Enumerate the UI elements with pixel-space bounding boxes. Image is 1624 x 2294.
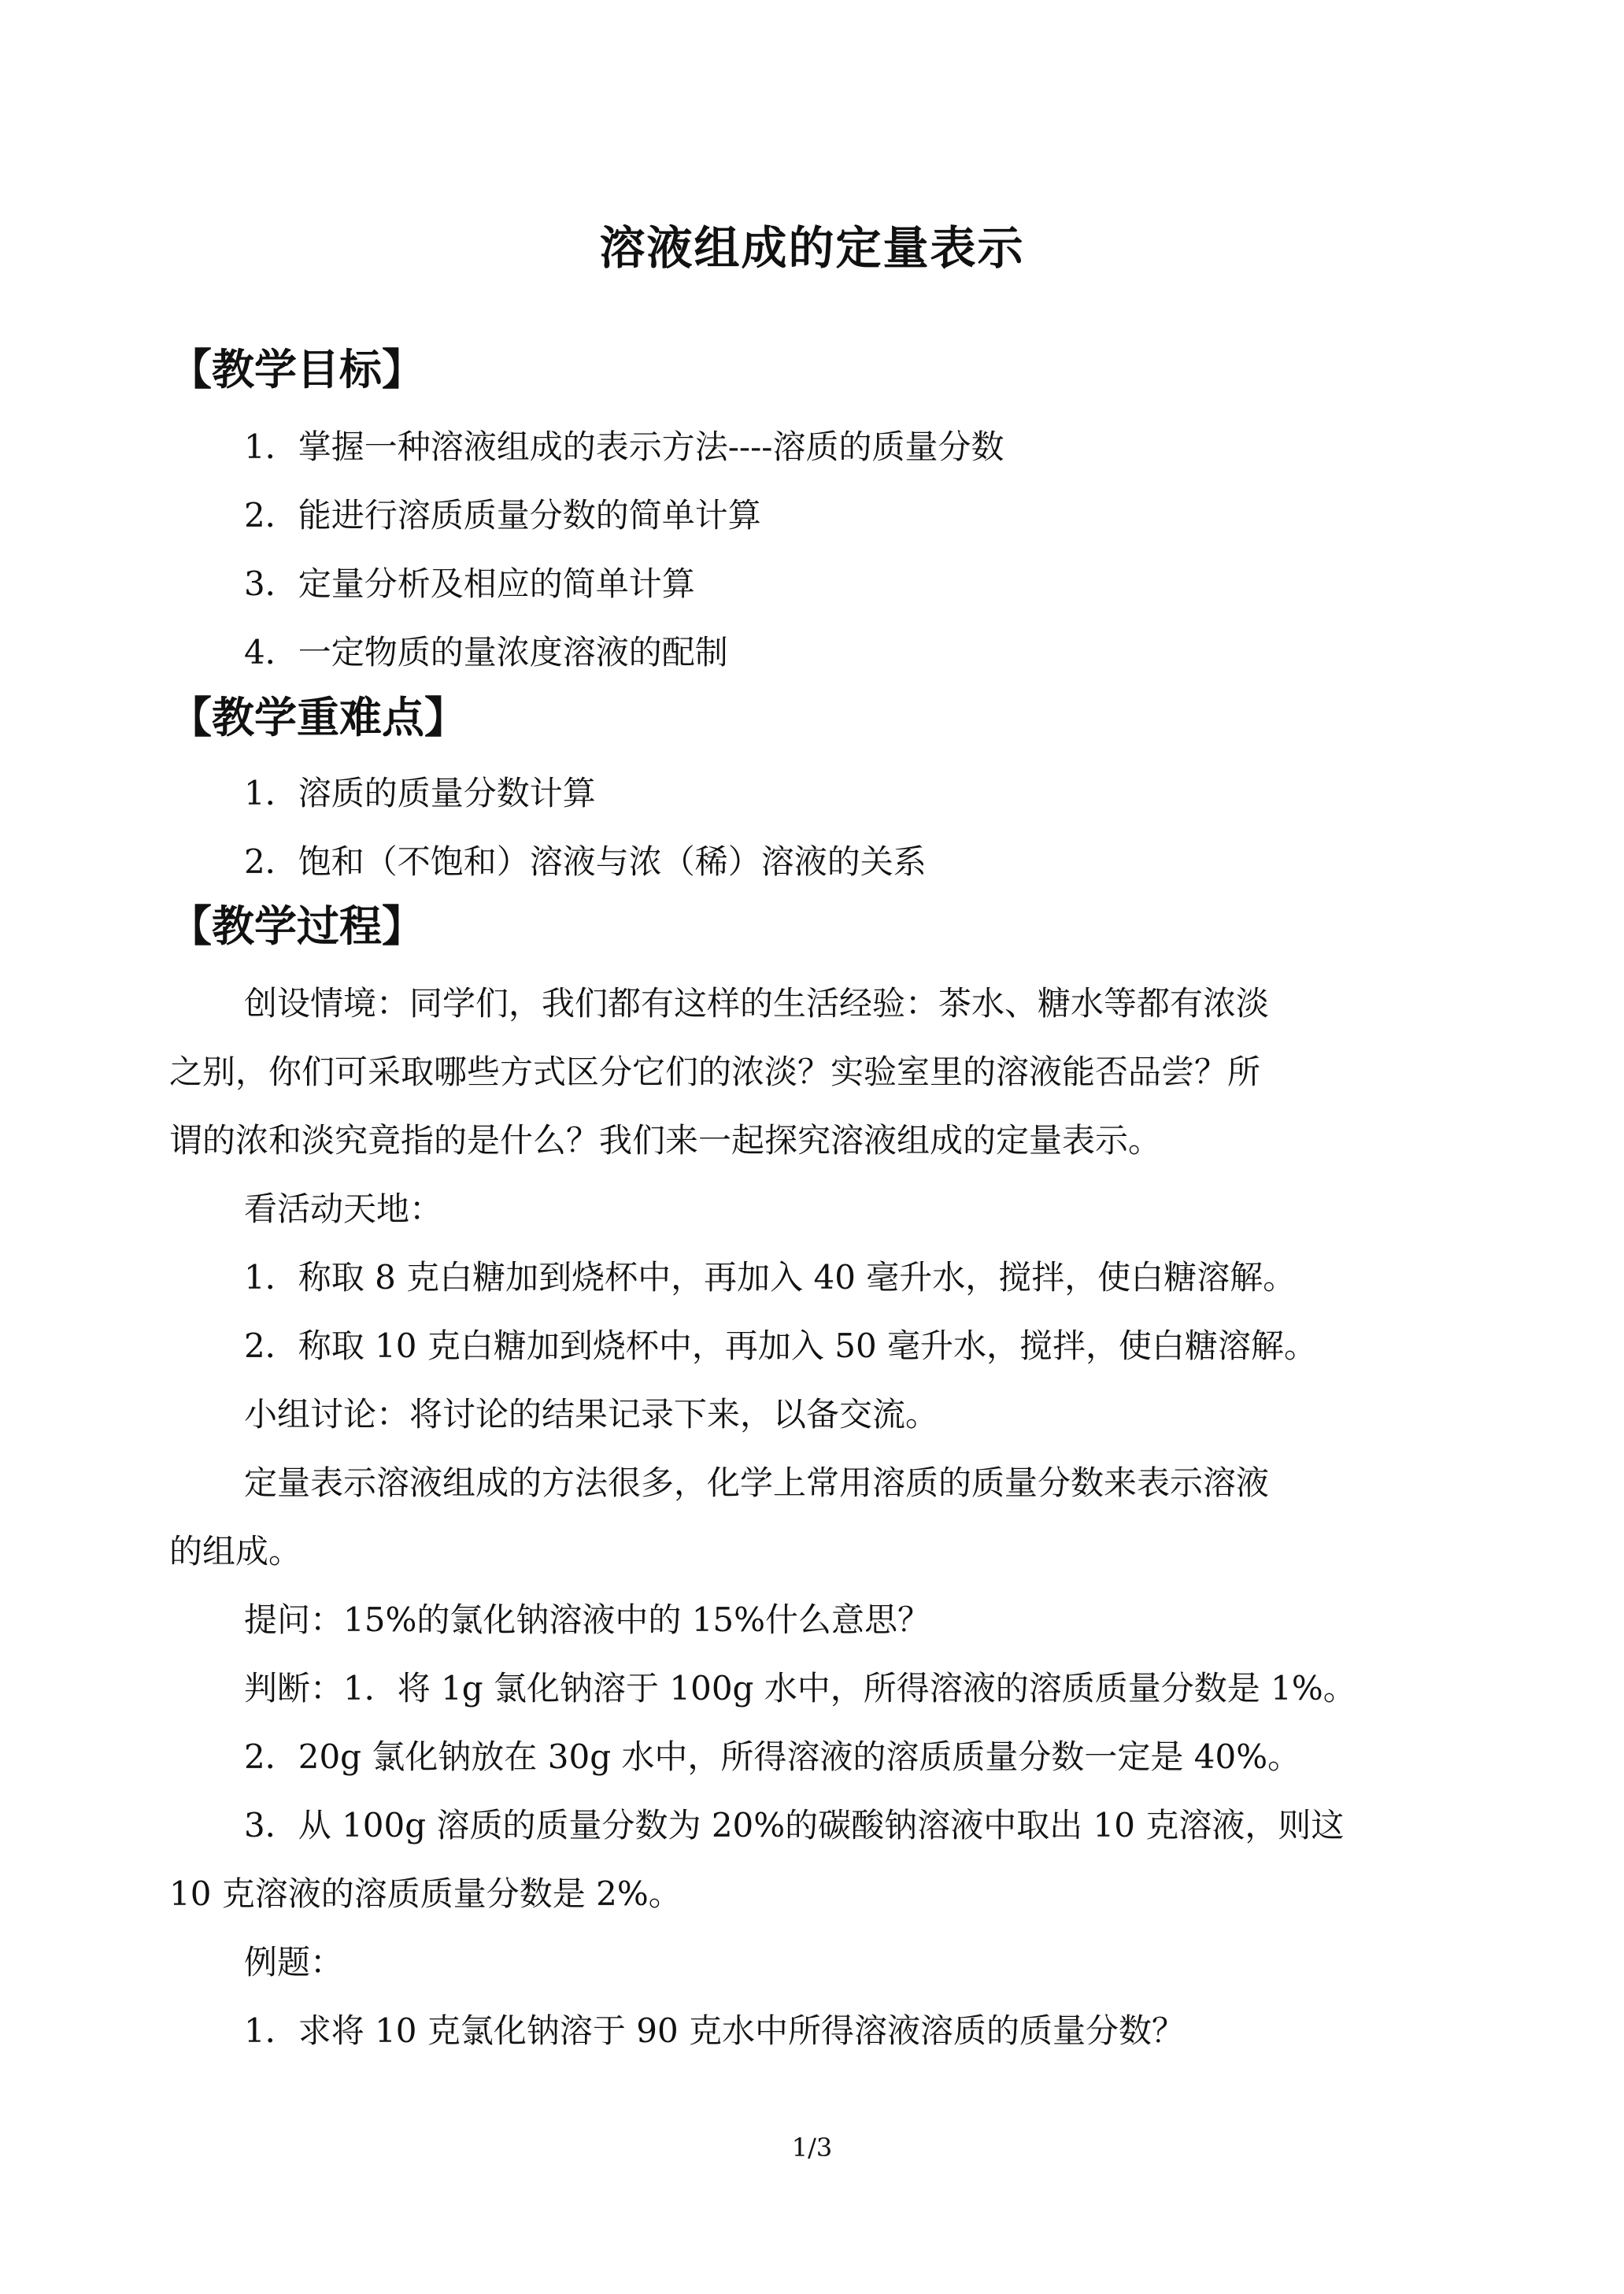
objective-item: 3．定量分析及相应的简单计算 bbox=[244, 564, 695, 603]
question-line: 提问：15%的氯化钠溶液中的 15%什么意思？ bbox=[244, 1600, 931, 1639]
paragraph-line: 谓的浓和淡究竟指的是什么？我们来一起探究溶液组成的定量表示。 bbox=[169, 1121, 1162, 1160]
paragraph-line: 看活动天地： bbox=[244, 1190, 443, 1228]
key-point-item: 1．溶质的质量分数计算 bbox=[244, 774, 596, 812]
process-heading: 【教学过程】 bbox=[169, 901, 424, 951]
objective-item: 1．掌握一种溶液组成的表示方法----溶质的质量分数 bbox=[244, 427, 1004, 466]
example-item: 1．求将 10 克氯化钠溶于 90 克水中所得溶液溶质的质量分数？ bbox=[244, 2011, 1186, 2050]
activity-step: 2．称取 10 克白糖加到烧杯中，再加入 50 毫升水，搅拌，使白糖溶解。 bbox=[244, 1326, 1318, 1365]
paragraph-line: 小组讨论：将讨论的结果记录下来，以备交流。 bbox=[244, 1395, 939, 1434]
key-points-heading: 【教学重难点】 bbox=[169, 693, 467, 742]
objective-item: 4．一定物质的量浓度溶液的配制 bbox=[244, 633, 728, 672]
page-number: 1/3 bbox=[791, 2133, 833, 2163]
activity-step: 1．称取 8 克白糖加到烧杯中，再加入 40 毫升水，搅拌，使白糖溶解。 bbox=[244, 1258, 1297, 1297]
key-point-item: 2．饱和（不饱和）溶液与浓（稀）溶液的关系 bbox=[244, 842, 927, 881]
judgment-line: 3．从 100g 溶质的质量分数为 20%的碳酸钠溶液中取出 10 克溶液，则这 bbox=[244, 1806, 1345, 1844]
judgment-line: 10 克溶液的溶质质量分数是 2%。 bbox=[169, 1874, 682, 1913]
example-label: 例题： bbox=[244, 1943, 344, 1981]
objective-item: 2．能进行溶质质量分数的简单计算 bbox=[244, 496, 761, 535]
paragraph-line: 创设情境：同学们，我们都有这样的生活经验：茶水、糖水等都有浓淡 bbox=[244, 984, 1270, 1023]
paragraph-line: 定量表示溶液组成的方法很多，化学上常用溶质的质量分数来表示溶液 bbox=[244, 1463, 1270, 1502]
judgment-line: 2．20g 氯化钠放在 30g 水中，所得溶液的溶质质量分数一定是 40%。 bbox=[244, 1737, 1301, 1776]
objectives-heading: 【教学目标】 bbox=[169, 345, 424, 394]
judgment-line: 判断：1．将 1g 氯化钠溶于 100g 水中，所得溶液的溶质质量分数是 1%。 bbox=[244, 1669, 1356, 1708]
paragraph-line: 之别，你们可采取哪些方式区分它们的浓淡？实验室里的溶液能否品尝？所 bbox=[169, 1053, 1261, 1091]
paragraph-line: 的组成。 bbox=[169, 1532, 302, 1571]
document-title: 溶液组成的定量表示 bbox=[599, 221, 1025, 275]
